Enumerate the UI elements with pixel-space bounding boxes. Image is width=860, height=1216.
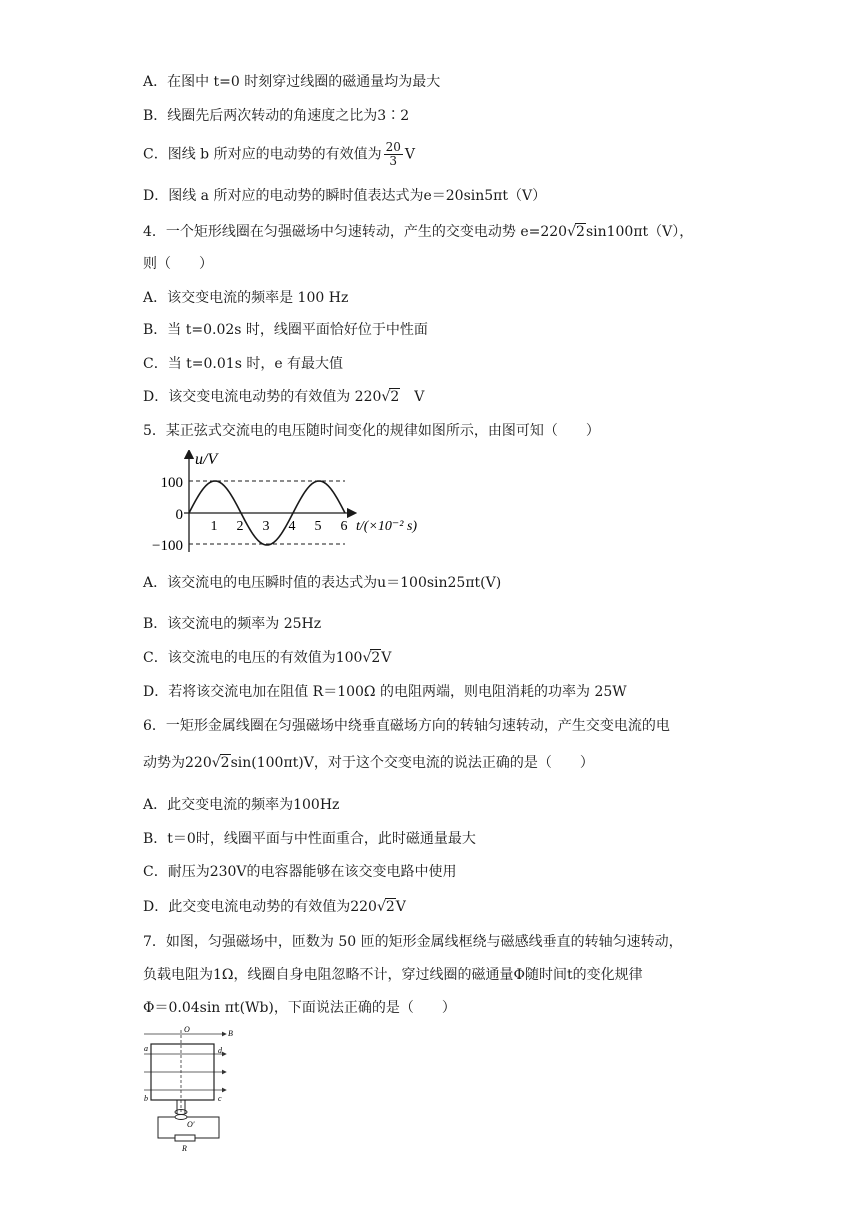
graph-y-tick-100: 100 bbox=[160, 475, 183, 491]
label-r: R bbox=[182, 1144, 187, 1153]
q5-option-c bbox=[143, 648, 391, 668]
graph-x-tick-1: 1 bbox=[210, 519, 218, 534]
q3-option-c-unit: V bbox=[404, 146, 415, 163]
sqrt-radicand: 2 bbox=[371, 650, 381, 666]
q6-stem-text: 动势为220 bbox=[143, 755, 212, 771]
q7-stem-line1: 7．如图，匀强磁场中，匝数为 50 匝的矩形金属线框绕与磁感线垂直的转轴匀速转动， bbox=[143, 934, 683, 950]
sqrt: √2 bbox=[362, 650, 381, 666]
q6-stem-line1: 6．一矩形金属线圈在匀强磁场中绕垂直磁场方向的转轴匀速转动，产生交变电流的电 bbox=[143, 718, 670, 734]
voltage-time-graph bbox=[140, 450, 440, 560]
label-b-field: B bbox=[228, 1029, 233, 1038]
sqrt-radicand: 2 bbox=[390, 389, 400, 405]
q6-option-d bbox=[143, 897, 406, 917]
sqrt: √2 bbox=[381, 389, 400, 405]
graph-x-tick-2: 2 bbox=[236, 519, 244, 534]
fraction-numerator: 20 bbox=[385, 140, 401, 154]
resistor bbox=[175, 1135, 195, 1141]
graph-y-label: u/V bbox=[195, 451, 218, 468]
q5-option-c-unit: V bbox=[381, 650, 392, 666]
q5-option-a: A．该交流电的电压瞬时值的表达式为u＝100sin25πt(V) bbox=[143, 575, 502, 591]
label-b: b bbox=[144, 1094, 148, 1103]
graph-x-tick-4: 4 bbox=[288, 519, 296, 534]
q4-stem bbox=[143, 222, 693, 242]
circuit-wire bbox=[158, 1117, 175, 1138]
graph-x-tick-3: 3 bbox=[262, 519, 270, 534]
q6-option-d-unit: V bbox=[395, 899, 406, 915]
label-a: a bbox=[144, 1044, 148, 1053]
label-o: O bbox=[184, 1025, 190, 1034]
q5-option-b: B．该交流电的频率为 25Hz bbox=[143, 616, 322, 632]
graph-x-label: t/(×10⁻² s) bbox=[356, 519, 418, 534]
fraction bbox=[384, 141, 403, 168]
q5-option-d: D．若将该交流电加在阻值 R＝100Ω 的电阻两端，则电阻消耗的功率为 25W bbox=[143, 684, 627, 700]
q4-stem-line2: 则（ ） bbox=[143, 256, 213, 272]
q7-stem-line3: Φ＝0.04sin πt(Wb)，下面说法正确的是（ ） bbox=[143, 1000, 456, 1016]
q6-option-d-text: D．此交变电流电动势的有效值为220 bbox=[143, 899, 377, 915]
sqrt-radicand: 2 bbox=[576, 224, 585, 240]
q7-stem-line2: 负载电阻为1Ω，线圈自身电阻忽略不计，穿过线圈的磁通量Φ随时间t的变化规律 bbox=[143, 967, 643, 983]
sqrt: √2 bbox=[211, 755, 230, 771]
q6-option-a: A．此交变电流的频率为100Hz bbox=[143, 797, 340, 813]
q4-option-a: A．该交变电流的频率是 100 Hz bbox=[143, 290, 349, 306]
q4-stem-text: 4．一个矩形线圈在匀强磁场中匀速转动，产生的交变电动势 e=220 bbox=[143, 224, 568, 240]
graph-x-tick-6: 6 bbox=[340, 519, 348, 534]
q3-option-b: B．线圈先后两次转动的角速度之比为3∶2 bbox=[143, 108, 410, 124]
q6-option-c: C．耐压为230V的电容器能够在该交变电路中使用 bbox=[143, 864, 457, 880]
sqrt-radicand: 2 bbox=[385, 899, 395, 915]
q4-stem-suffix: sin100πt（V）， bbox=[585, 224, 694, 240]
q3-option-a: A．在图中 t=0 时刻穿过线圈的磁通量均为最大 bbox=[143, 74, 441, 90]
label-o-prime: O′ bbox=[187, 1120, 195, 1129]
rotating-coil-figure bbox=[140, 1024, 250, 1154]
q5-stem: 5．某正弦式交流电的电压随时间变化的规律如图所示，由图可知（ ） bbox=[143, 423, 600, 439]
q4-option-b: B．当 t=0.02s 时，线圈平面恰好位于中性面 bbox=[143, 322, 428, 338]
graph-y-tick-0: 0 bbox=[175, 507, 183, 523]
q3-option-d: D．图线 a 所对应的电动势的瞬时值表达式为e＝20sin5πt（V） bbox=[143, 188, 547, 204]
q6-option-b: B．t＝0时，线圈平面与中性面重合，此时磁通量最大 bbox=[143, 831, 476, 847]
graph-x-tick-5: 5 bbox=[314, 519, 322, 534]
q6-stem-line2 bbox=[143, 753, 594, 773]
q4-option-c: C．当 t=0.01s 时，e 有最大值 bbox=[143, 356, 344, 372]
fraction-denominator: 3 bbox=[389, 154, 398, 168]
label-d: d bbox=[218, 1046, 222, 1055]
sqrt: √2 bbox=[567, 224, 585, 240]
q4-option-d-unit: V bbox=[400, 389, 425, 405]
q4-option-d-text: D．该交变电流电动势的有效值为 220 bbox=[143, 389, 382, 405]
sqrt-radicand: 2 bbox=[220, 755, 230, 771]
q4-option-d bbox=[143, 387, 424, 407]
label-c: c bbox=[218, 1094, 222, 1103]
q3-option-c bbox=[143, 141, 415, 168]
q3-option-c-text: C．图线 b 所对应的电动势的有效值为 bbox=[143, 146, 382, 163]
sqrt: √2 bbox=[376, 899, 395, 915]
graph-y-tick-neg100: −100 bbox=[152, 538, 183, 554]
q5-option-c-text: C．该交流电的电压的有效值为100 bbox=[143, 650, 363, 666]
q6-stem-suffix: sin(100πt)V，对于这个交变电流的说法正确的是（ ） bbox=[230, 755, 594, 771]
slip-ring bbox=[175, 1115, 187, 1120]
